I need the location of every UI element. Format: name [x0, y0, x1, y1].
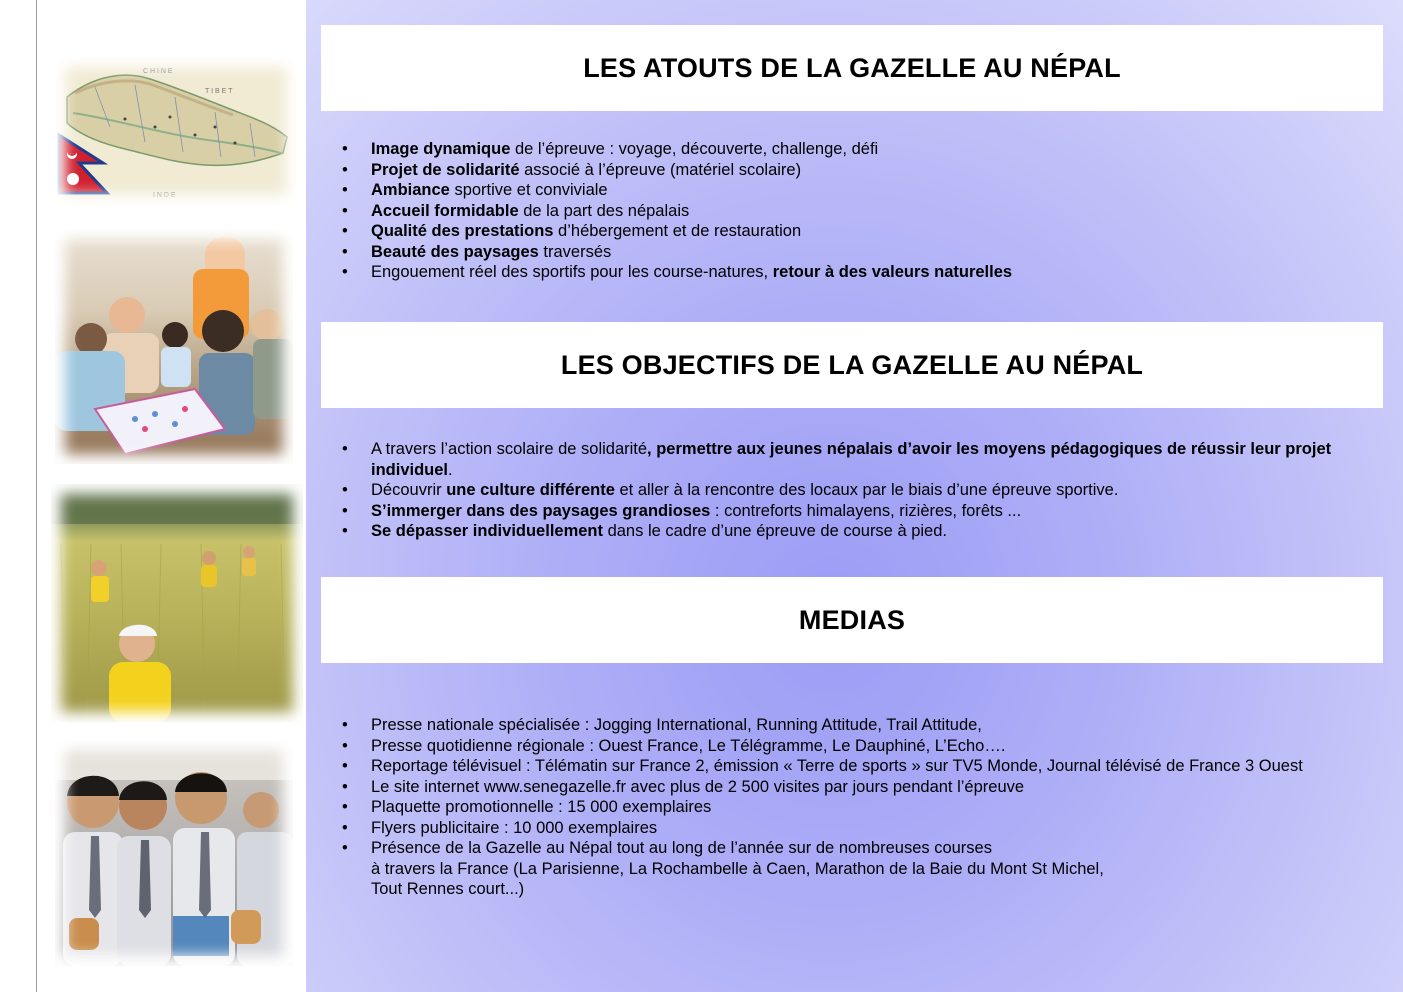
list-item: • Presse quotidienne régionale : Ouest France, Le Télégramme, Le Dauphiné, L’Echo….	[342, 736, 1362, 757]
image-sidebar	[36, 0, 307, 992]
list-item: • Ambiance sportive et conviviale	[342, 180, 1362, 201]
list-item: • Découvrir une culture différente et aller à la rencontre des locaux par le biais d’une épreuve sportive.	[342, 480, 1362, 501]
content-panel	[306, 0, 1403, 992]
medias-title: MEDIAS	[798, 604, 906, 635]
rice-field-runners-photo	[51, 484, 303, 722]
list-item: • Plaquette promotionnelle : 15 000 exemplaires	[342, 797, 1362, 818]
list-item: • Qualité des prestations d’hébergement et de restauration	[342, 221, 1362, 242]
medias-list	[342, 715, 1362, 900]
nepal-map-image	[55, 57, 297, 205]
objectifs-list	[342, 439, 1362, 542]
atouts-list	[342, 139, 1362, 283]
map-label-india: I N D E	[153, 192, 176, 199]
list-item: • Engouement réel des sportifs pour les course-natures, retour à des valeurs naturelles	[342, 262, 1362, 283]
list-item: • Beauté des paysages traversés	[342, 242, 1362, 263]
list-item: • Présence de la Gazelle au Népal tout au long de l’année sur de nombreuses courses à travers la France (La Parisienne, La Rochambelle à Caen, Marathon de la Baie du Mont St Michel, Tout Rennes court...)	[342, 838, 1362, 900]
objectifs-title: LES OBJECTIFS DE LA GAZELLE AU NÉPAL	[560, 349, 1144, 380]
classroom-photo	[55, 229, 293, 464]
map-label-china: C H I N E	[143, 68, 173, 75]
list-item: • Image dynamique de l’épreuve : voyage, découverte, challenge, défi	[342, 139, 1362, 160]
list-item: • Flyers publicitaire : 10 000 exemplaires	[342, 818, 1362, 839]
list-item: • S’immerger dans des paysages grandioses : contreforts himalayens, rizières, forêts ...	[342, 501, 1362, 522]
nepal-map-graphic	[55, 57, 297, 205]
atouts-title: LES ATOUTS DE LA GAZELLE AU NÉPAL	[583, 52, 1121, 83]
list-item: • A travers l’action scolaire de solidarité, permettre aux jeunes népalais d’avoir les moyens pédagogiques de réussir leur projet individuel.	[342, 439, 1362, 480]
map-label-tibet: T I B E T	[205, 88, 233, 95]
list-item: • Le site internet www.senegazelle.fr avec plus de 2 500 visites par jours pendant l’épreuve	[342, 777, 1362, 798]
schoolchildren-photo	[55, 740, 293, 966]
list-item: • Accueil formidable de la part des népalais	[342, 201, 1362, 222]
medias-title-box	[321, 577, 1383, 663]
objectifs-title-box	[321, 322, 1383, 408]
list-item: • Reportage télévisuel : Télématin sur France 2, émission « Terre de sports » sur TV5 Monde, Journal télévisé de France 3 Ouest	[342, 756, 1362, 777]
list-item: • Presse nationale spécialisée : Jogging International, Running Attitude, Trail Attitude,	[342, 715, 1362, 736]
list-item: • Projet de solidarité associé à l’épreuve (matériel scolaire)	[342, 160, 1362, 181]
atouts-title-box	[321, 25, 1383, 111]
list-item: • Se dépasser individuellement dans le cadre d’une épreuve de course à pied.	[342, 521, 1362, 542]
